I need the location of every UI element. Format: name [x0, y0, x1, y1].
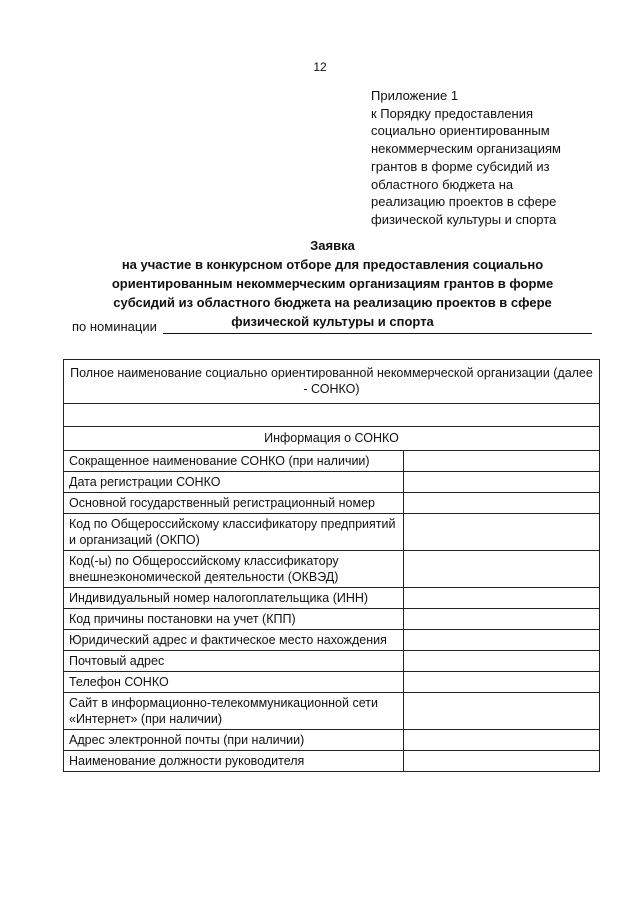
table-row [64, 514, 600, 551]
table-row [64, 551, 600, 588]
full-name-value-cell[interactable] [64, 404, 600, 427]
row-label: Почтовый адрес [64, 651, 404, 672]
row-label: Телефон СОНКО [64, 672, 404, 693]
table-row [64, 493, 600, 514]
row-label: Код по Общероссийскому классификатору предприятий и организаций (ОКПО) [64, 514, 404, 551]
title-line: физической культуры и спорта [231, 314, 434, 329]
nomination-field [72, 319, 592, 334]
title-line: на участие в конкурсном отборе для предоставления социально [121, 257, 544, 272]
value-cell[interactable] [404, 630, 600, 651]
row-label: Индивидуальный номер налогоплательщика (ИНН) [64, 588, 404, 609]
appendix-line: к Порядку предоставления [371, 105, 533, 121]
title-line: ориентированным некоммерческим организациям грантов в форме [111, 276, 554, 291]
table-row [64, 472, 600, 493]
table-row [64, 451, 600, 472]
table-row [64, 672, 600, 693]
document-title [60, 236, 605, 331]
value-cell[interactable] [404, 730, 600, 751]
value-cell[interactable] [404, 609, 600, 630]
value-cell[interactable] [404, 751, 600, 772]
table-row [64, 693, 600, 730]
table-row [64, 630, 600, 651]
full-name-header: Полное наименование социально ориентированной некоммерческой организации (далее - СОНКО) [64, 360, 600, 404]
value-cell[interactable] [404, 588, 600, 609]
appendix-note [371, 87, 611, 229]
value-cell[interactable] [404, 672, 600, 693]
section-header: Информация о СОНКО [64, 427, 600, 451]
title-line: субсидий из областного бюджета на реализацию проектов в сфере [113, 295, 552, 310]
nomination-label: по номинации [72, 319, 157, 334]
table-row [64, 651, 600, 672]
value-cell[interactable] [404, 514, 600, 551]
value-cell[interactable] [404, 551, 600, 588]
appendix-line: социально ориентированным [371, 123, 550, 139]
row-label: Юридический адрес и фактическое место нахождения [64, 630, 404, 651]
table-row [64, 609, 600, 630]
appendix-line: грантов в форме субсидий из [371, 158, 550, 174]
row-label: Код причины постановки на учет (КПП) [64, 609, 404, 630]
row-label: Дата регистрации СОНКО [64, 472, 404, 493]
table-row [64, 751, 600, 772]
table-row [64, 360, 600, 404]
value-cell[interactable] [404, 451, 600, 472]
row-label: Основной государственный регистрационный номер [64, 493, 404, 514]
value-cell[interactable] [404, 693, 600, 730]
appendix-line: некоммерческим организациям [371, 141, 561, 157]
table-row [64, 730, 600, 751]
value-cell[interactable] [404, 472, 600, 493]
appendix-line: областного бюджета на [371, 176, 514, 192]
appendix-line: физической культуры и спорта [371, 211, 557, 227]
row-label: Сайт в информационно-телекоммуникационной сети «Интернет» (при наличии) [64, 693, 404, 730]
appendix-line: Приложение 1 [371, 88, 459, 103]
table-row [64, 404, 600, 427]
row-label: Сокращенное наименование СОНКО (при наличии) [64, 451, 404, 472]
table-row [64, 588, 600, 609]
title-heading: Заявка [310, 238, 355, 253]
row-label: Наименование должности руководителя [64, 751, 404, 772]
nomination-blank-line[interactable] [163, 320, 592, 334]
table-row [64, 427, 600, 451]
row-label: Код(-ы) по Общероссийскому классификатору внешнеэкономической деятельности (ОКВЭД) [64, 551, 404, 588]
page-number: 12 [313, 60, 327, 74]
value-cell[interactable] [404, 651, 600, 672]
application-table [63, 359, 600, 772]
row-label: Адрес электронной почты (при наличии) [64, 730, 404, 751]
appendix-line: реализацию проектов в сфере [371, 194, 557, 210]
value-cell[interactable] [404, 493, 600, 514]
